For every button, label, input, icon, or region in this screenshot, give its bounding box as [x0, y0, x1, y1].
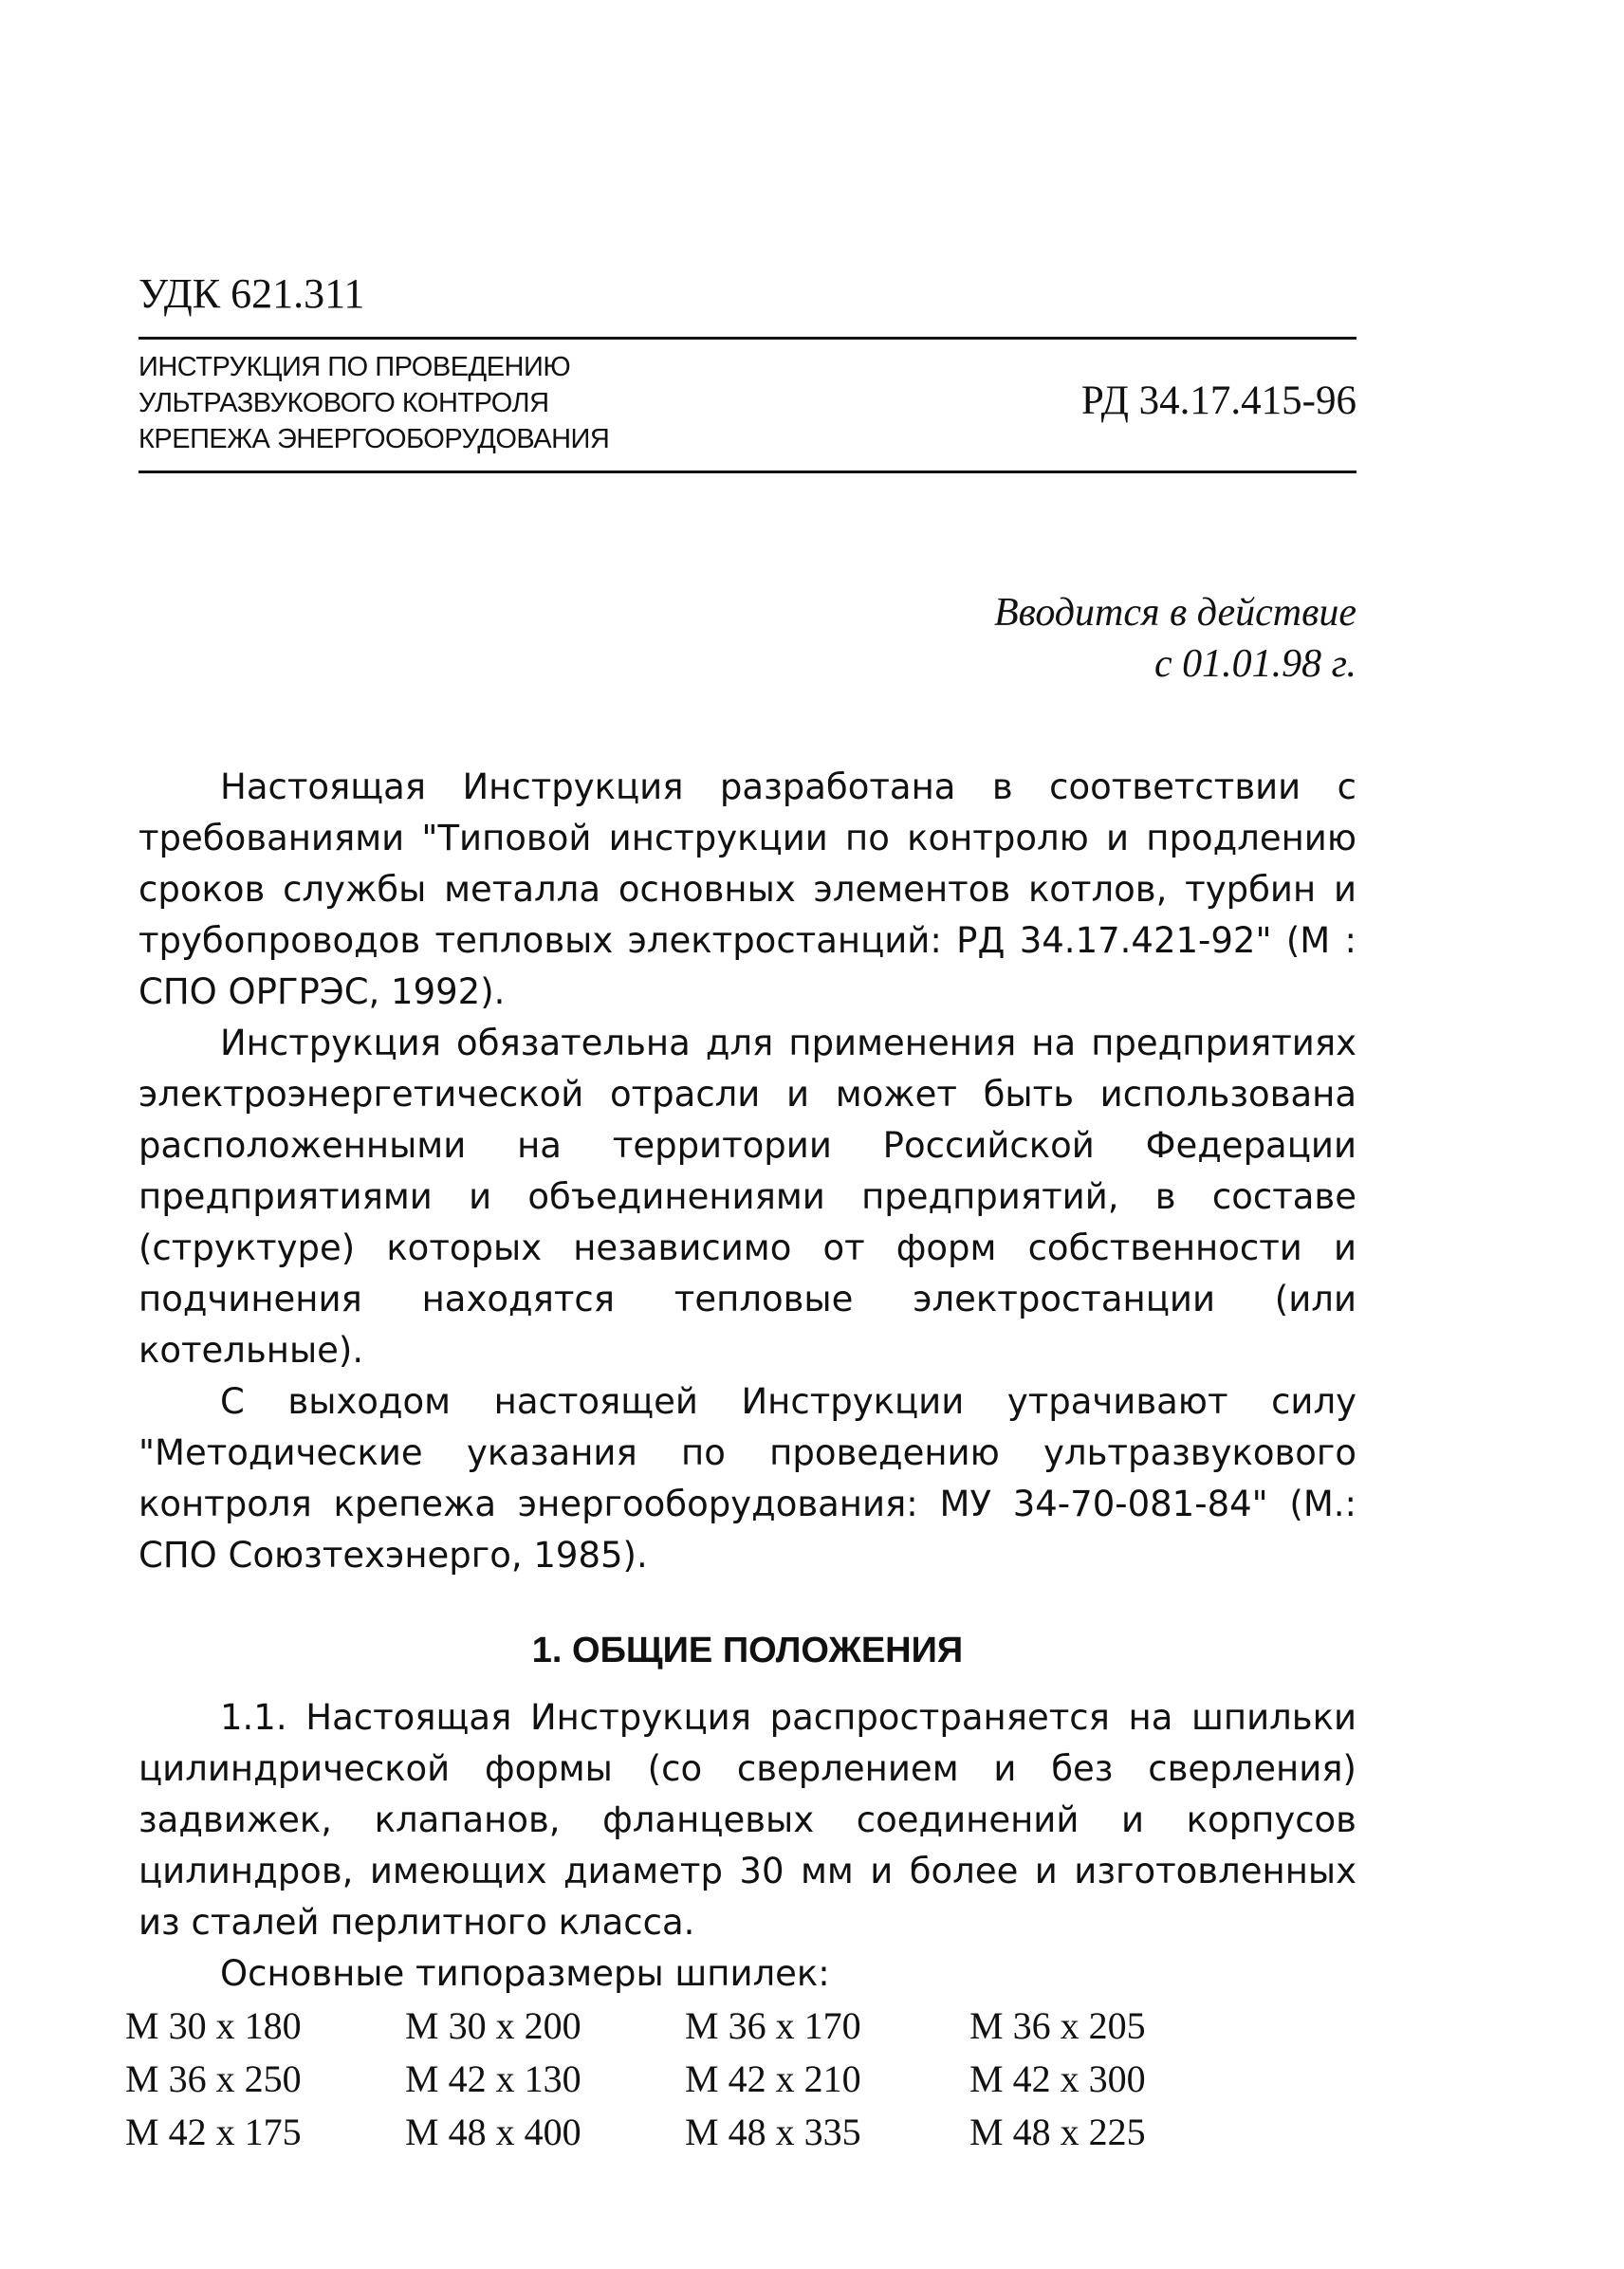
stud-size: М 30 х 180: [125, 2004, 302, 2047]
paragraph-1-1: 1.1. Настоящая Инструкция распространяется на шпильки цилиндрической формы (со сверлением и без сверления) задвижек, клапанов, фланцевых соединений и корпусов цилиндров, имеющих диаметр 30 мм и более и изготовленных из сталей перлитного класса.: [138, 1697, 1356, 1943]
stud-size: М 48 х 335: [685, 2111, 861, 2153]
section-heading: 1. ОБЩИЕ ПОЛОЖЕНИЯ: [531, 1631, 964, 1670]
effective-date-note: [138, 587, 1356, 690]
stud-size: М 30 х 200: [405, 2004, 581, 2047]
title-line: УЛЬТРАЗВУКОВОГО КОНТРОЛЯ: [138, 388, 549, 418]
stud-size: М 36 х 205: [969, 2004, 1146, 2047]
stud-size: М 48 х 400: [405, 2111, 581, 2153]
title-line: КРЕПЕЖА ЭНЕРГООБОРУДОВАНИЯ: [138, 424, 610, 454]
document-header: [138, 340, 1356, 470]
stud-size: М 42 х 210: [685, 2057, 861, 2100]
stud-size: М 48 х 225: [969, 2111, 1146, 2153]
effective-date: с 01.01.98 г.: [1154, 642, 1356, 686]
document-code: РД 34.17.415-96: [1080, 378, 1356, 423]
effective-line: Вводится в действие: [994, 591, 1356, 635]
sizes-caption: Основные типоразмеры шпилек:: [220, 1953, 830, 1994]
stud-size: М 36 х 250: [125, 2057, 302, 2100]
intro-paragraph: С выходом настоящей Инструкции утрачивают силу "Методические указания по проведению ультразвукового контроля крепежа энергооборудования: МУ 34-70-081-84" (М.: СПО Союзтехэнерго, 1985).: [138, 1381, 1356, 1576]
stud-size: М 42 х 130: [405, 2057, 581, 2100]
document-page: [125, 270, 1356, 2159]
document-title: [138, 349, 609, 457]
header-bottom-rule: [138, 470, 1356, 473]
stud-size: М 36 х 170: [685, 2004, 861, 2047]
intro-text: [138, 762, 1356, 1581]
stud-sizes-table: [125, 2000, 1356, 2159]
title-line: ИНСТРУКЦИЯ ПО ПРОВЕДЕНИЮ: [138, 352, 571, 382]
udk-code: УДК 621.311: [138, 270, 365, 317]
intro-paragraph: Настоящая Инструкция разработана в соответствии с требованиями "Типовой инструкции по контролю и продлению сроков службы металла основных элементов котлов, турбин и трубопроводов тепловых электростанций: РД 34.17.421-92" (М : СПО ОРГРЭС, 1992).: [138, 766, 1356, 1012]
stud-size: М 42 х 175: [125, 2111, 302, 2153]
intro-paragraph: Инструкция обязательна для применения на предприятиях электроэнергетической отрасли и может быть использована расположенными на территории Российской Федерации предприятиями и объединениями предприятий, в составе (структуре) которых независимо от форм собственности и подчинения находятся тепловые электростанции (или котельные).: [138, 1023, 1356, 1371]
section-body: [138, 1692, 1356, 1948]
stud-size: М 42 х 300: [969, 2057, 1146, 2100]
